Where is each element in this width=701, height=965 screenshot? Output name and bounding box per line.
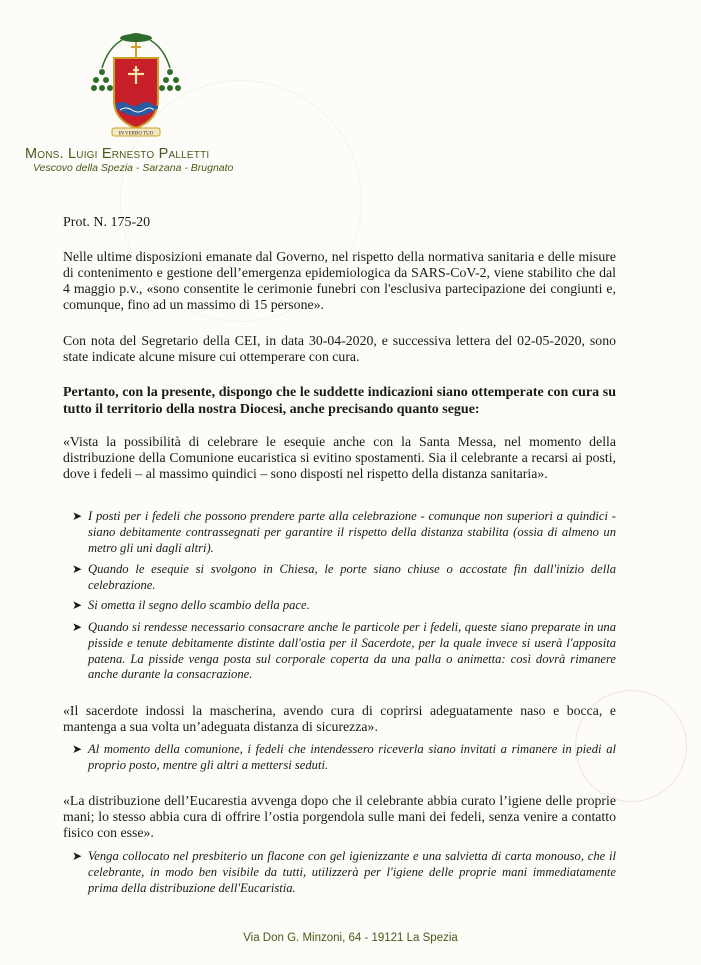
footer-address: Via Don G. Minzoni, 64 - 19121 La Spezia	[243, 932, 458, 944]
arrow-bullet-icon: ➤	[72, 742, 83, 756]
episcopal-crest-icon	[88, 28, 184, 140]
bishop-name: Mons. Luigi Ernesto Palletti	[25, 146, 210, 162]
arrow-bullet-icon: ➤	[72, 620, 83, 634]
quote-paragraph: «Il sacerdote indossi la mascherina, avendo cura di coprirsi adeguatamente naso e bocca, e mantenga a sua volta un’adeguata distanza di sicurezza».	[63, 703, 616, 734]
bullet-item	[72, 620, 616, 683]
arrow-bullet-icon: ➤	[72, 562, 83, 576]
bullet-text: I posti per i fedeli che possono prendere parte alla celebrazione - comunque non superiori a quindici - siano debitamente contrassegnati per garantire il rispetto della distanza stabilita (ossia di almeno un metro gli uni dagli altri).	[88, 509, 616, 555]
arrow-bullet-icon: ➤	[72, 849, 83, 863]
bullet-text: Quando le esequie si svolgono in Chiesa, le porte siano chiuse o accostate fin dall'inizio della celebrazione.	[88, 562, 616, 592]
quote-paragraph: «La distribuzione dell’Eucarestia avvenga dopo che il celebrante abbia curato l’igiene delle proprie mani; lo stesso abbia cura di offrire l’ostia porgendola sulle mani dei fedeli, senza venire a contatto fisico con esse».	[63, 793, 616, 840]
bullet-item	[72, 742, 616, 774]
bullet-item	[72, 849, 616, 896]
paragraph: Con nota del Segretario della CEI, in data 30-04-2020, e successiva lettera del 02-05-2020, sono state indicate alcune misure cui ottemperare con cura.	[63, 333, 616, 364]
bullet-text: Al momento della comunione, i fedeli che intendessero riceverla siano invitati a rimanere in piedi al proprio posto, mentre gli altri a mettersi seduti.	[88, 742, 616, 772]
crest-motto: IN VERBO TUO	[118, 131, 154, 137]
decree-paragraph: Pertanto, con la presente, dispongo che le suddette indicazioni siano ottemperate con cura su tutto il territorio della nostra Diocesi, anche precisando quanto segue:	[63, 385, 616, 417]
bishop-title: Vescovo della Spezia - Sarzana - Brugnato	[33, 162, 234, 174]
bullet-text: Quando si rendesse necessario consacrare anche le particole per i fedeli, queste siano preparate in una pisside e tenute debitamente distinte dall'ostia per il Sacerdote, per la quale invece si userà l'apposita patena. La pisside venga posta sul corporale coperta da una palla o animetta: così dovrà rimanere anche durante la consacrazione.	[88, 620, 616, 682]
bullet-text: Si ometta il segno dello scambio della pace.	[88, 598, 310, 612]
bullet-text: Venga collocato nel presbiterio un flacone con gel igienizzante e una salvietta di carta monouso, che il celebrante, in modo ben visibile da tutti, utilizzerà per l'igiene delle proprie mani immediatamente prima della distribuzione dell'Eucaristia.	[88, 849, 616, 895]
arrow-bullet-icon: ➤	[72, 509, 83, 523]
bullet-item	[72, 509, 616, 556]
paragraph: Nelle ultime disposizioni emanate dal Governo, nel rispetto della normativa sanitaria e delle misure di contenimento e gestione dell’emergenza epidemiologica da SARS-CoV-2, viene stabilito che dal 4 maggio p.v., «sono consentite le cerimonie funebri con l'esclusiva partecipazione dei congiunti e, comunque, fino ad un massimo di 15 persone».	[63, 249, 616, 312]
protocol-number: Prot. N. 175-20	[63, 215, 151, 230]
quote-paragraph: «Vista la possibilità di celebrare le esequie anche con la Santa Messa, nel momento della distribuzione della Comunione eucaristica si evitino spostamenti. Sia il celebrante a recarsi ai posti, dove i fedeli – al massimo quindici – sono disposti nel rispetto della distanza sanitaria».	[63, 434, 616, 481]
bullet-item	[72, 562, 616, 594]
bullet-item	[72, 598, 616, 614]
arrow-bullet-icon: ➤	[72, 598, 83, 612]
